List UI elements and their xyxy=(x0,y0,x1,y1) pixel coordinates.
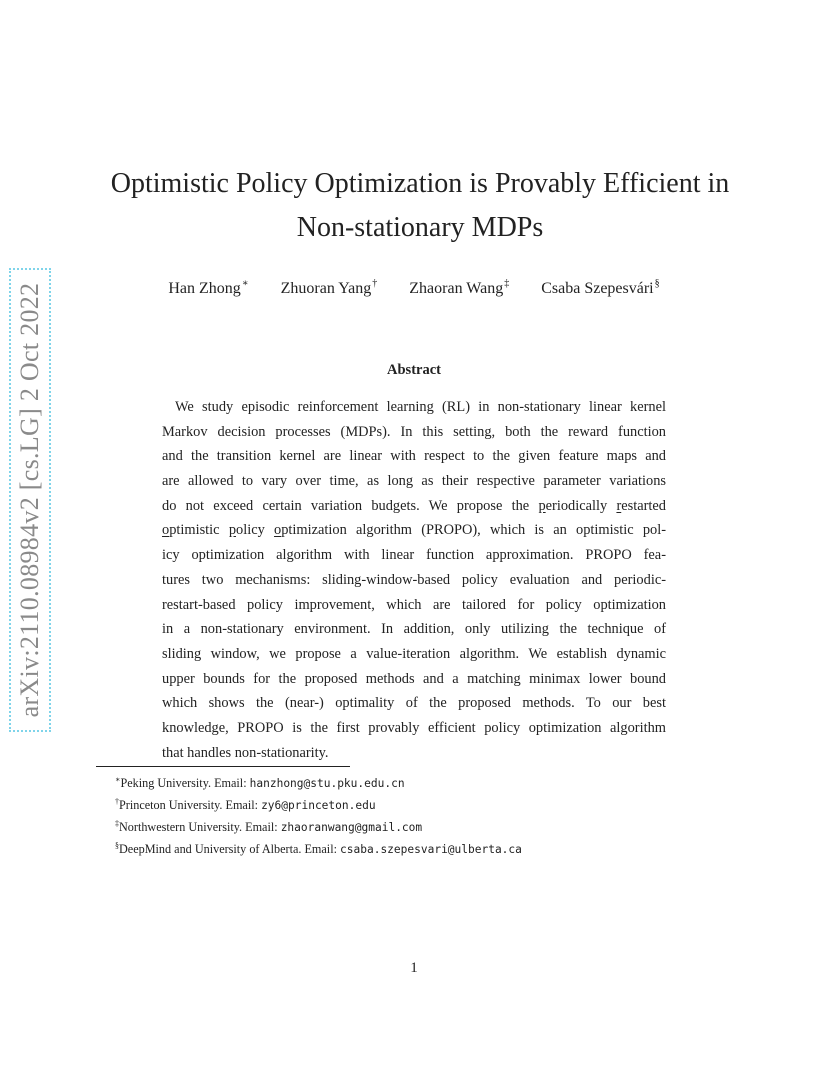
footnotes xyxy=(115,771,522,859)
email-link[interactable]: zhaoranwang@gmail.com xyxy=(280,821,423,834)
footnote-mark: ∗ xyxy=(115,775,121,784)
acronym-letter: o xyxy=(162,522,170,539)
author-name: Csaba Szepesvári xyxy=(541,280,654,297)
abstract-text-run: olicy xyxy=(236,522,275,539)
author-zhuoran-yang xyxy=(281,278,378,298)
author-han-zhong xyxy=(168,278,248,298)
paper-title-line-1: Optimistic Policy Optimization is Provably Efficient in xyxy=(110,168,730,199)
abstract-line: in a non-stationary environment. In addition, only utilizing the technique of xyxy=(162,621,666,638)
abstract-heading: Abstract xyxy=(387,362,441,378)
paper-title-line-2: Non-stationary MDPs xyxy=(296,212,544,243)
abstract-line: upper bounds for the proposed methods and a matching minimax lower bound xyxy=(162,670,666,687)
abstract-text-run: estarted xyxy=(621,497,666,514)
footnote-mark: § xyxy=(115,841,119,850)
abstract-line xyxy=(162,518,666,543)
abstract-line: and the transition kernel are linear with respect to the given feature maps and xyxy=(162,448,666,465)
abstract-line: Markov decision processes (MDPs). In this setting, both the reward function xyxy=(162,423,666,440)
abstract-line: icy optimization algorithm with linear function approximation. PROPO fea- xyxy=(162,547,666,564)
abstract-line xyxy=(162,494,666,519)
paper-title xyxy=(90,162,750,250)
email-link[interactable]: hanzhong@stu.pku.edu.cn xyxy=(249,777,405,790)
footnote-northwestern xyxy=(115,815,522,837)
abstract-text-run: ptimistic xyxy=(169,522,229,539)
abstract-line: are allowed to vary over time, as long as their respective parameter variations xyxy=(162,473,666,490)
abstract-text xyxy=(162,395,666,765)
footnote-deepmind xyxy=(115,837,522,859)
footnote-peking xyxy=(115,771,522,793)
author-footnote-mark[interactable]: § xyxy=(654,278,660,289)
abstract-text-run: do not exceed certain variation budgets. We propose the xyxy=(162,497,539,514)
author-footnote-mark[interactable]: ‡ xyxy=(504,278,510,289)
abstract-line: that handles non-stationarity. xyxy=(162,744,329,761)
footnote-divider xyxy=(96,766,350,767)
footnote-affiliation: Northwestern University. Email: xyxy=(119,820,281,834)
author-zhaoran-wang xyxy=(409,278,509,298)
footnote-affiliation: Princeton University. Email: xyxy=(119,798,262,812)
acronym-letter: p xyxy=(538,497,546,514)
author-name: Han Zhong xyxy=(168,280,241,297)
abstract-text-run: ptimization algorithm (PROPO), which is an optimistic pol- xyxy=(281,522,667,539)
acronym-letter: p xyxy=(228,522,237,539)
acronym-letter: r xyxy=(616,497,622,514)
abstract-line: sliding window, we propose a value-iteration algorithm. We establish dynamic xyxy=(162,645,666,662)
footnote-affiliation: DeepMind and University of Alberta. Email: xyxy=(119,842,341,856)
author-footnote-mark[interactable]: † xyxy=(372,278,378,289)
arxiv-identifier-text: arXiv:2110.08984v2 [cs.LG] 2 Oct 2022 xyxy=(15,282,44,718)
abstract-text-run: eriodically xyxy=(545,497,617,514)
footnote-mark: ‡ xyxy=(115,819,119,828)
footnote-affiliation: Peking University. Email: xyxy=(120,776,250,790)
author-csaba-szepesvari xyxy=(541,278,659,298)
abstract-line: knowledge, PROPO is the first provably efficient policy optimization algorithm xyxy=(162,719,666,736)
page-number: 1 xyxy=(410,960,418,976)
email-link[interactable]: zy6@princeton.edu xyxy=(261,799,376,812)
email-link[interactable]: csaba.szepesvari@ulberta.ca xyxy=(340,843,522,856)
footnote-princeton xyxy=(115,793,522,815)
acronym-letter: o xyxy=(274,522,282,539)
abstract-line: which shows the (near-) optimality of the proposed methods. To our best xyxy=(162,695,666,712)
abstract-line: We study episodic reinforcement learning (RL) in non-stationary linear kernel xyxy=(175,399,666,415)
arxiv-identifier-stamp[interactable] xyxy=(9,268,51,732)
author-footnote-mark[interactable]: ∗ xyxy=(241,278,249,289)
author-name: Zhuoran Yang xyxy=(280,280,372,297)
abstract-line: restart-based policy improvement, which are tailored for policy optimization xyxy=(162,596,666,613)
footnote-mark: † xyxy=(115,797,119,806)
author-name: Zhaoran Wang xyxy=(409,280,504,297)
author-list xyxy=(0,278,828,298)
abstract-line: tures two mechanisms: sliding-window-based policy evaluation and periodic- xyxy=(162,571,666,588)
